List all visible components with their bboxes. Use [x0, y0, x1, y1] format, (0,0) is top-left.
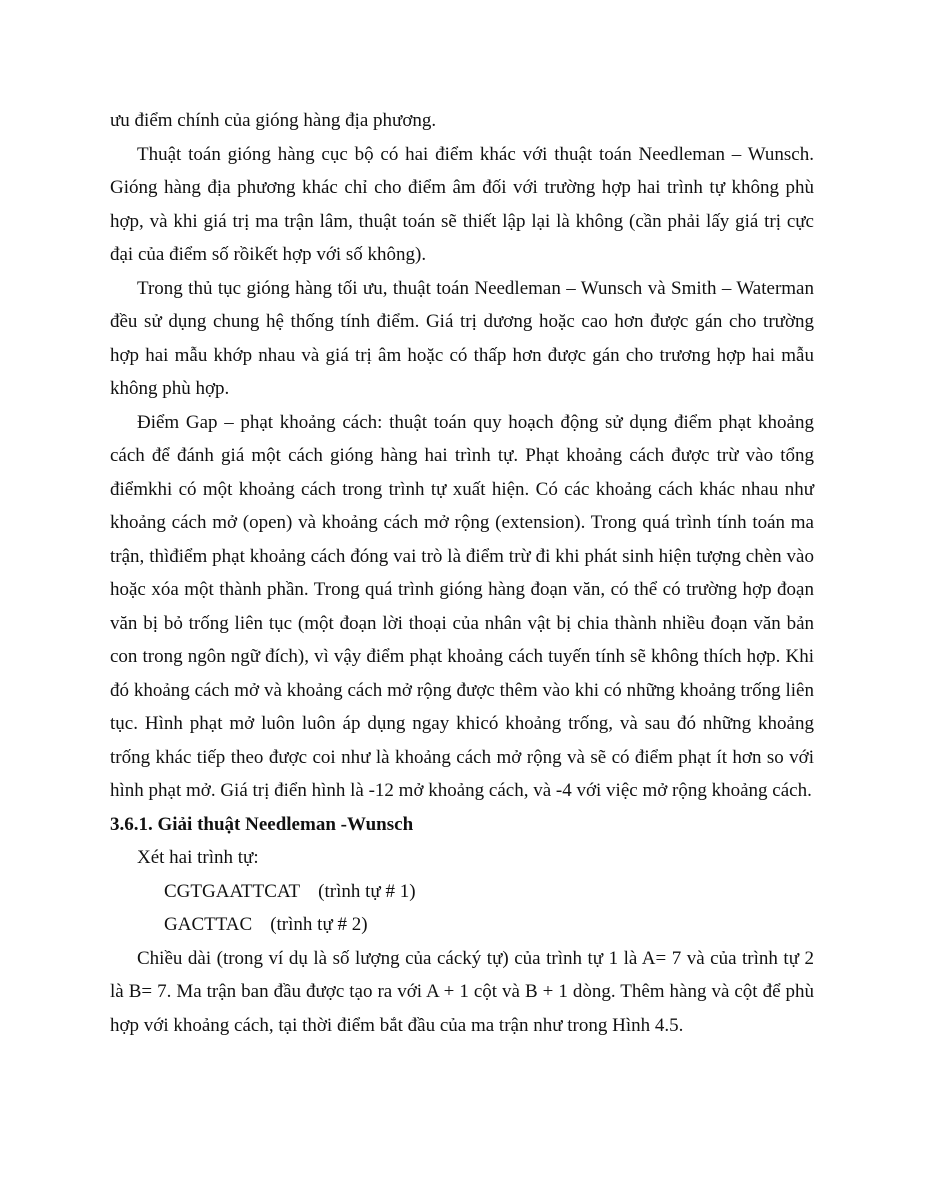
sequence-2: [110, 908, 814, 942]
page-content: [110, 104, 814, 1042]
sequence-2-value: GACTTAC: [164, 914, 253, 935]
sequence-1-label: (trình tự # 1): [318, 880, 416, 902]
paragraph-continuation: ưu điểm chính của gióng hàng địa phương.: [110, 110, 437, 131]
paragraph-scoring-system: Trong thủ tục gióng hàng tối ưu, thuật toán Needleman – Wunsch và Smith – Waterman đều sử dụng chung hệ thống tính điểm. Giá trị dương hoặc cao hơn được gán cho trường hợp hai mẫu khớp nhau và giá trị âm hoặc có thấp hơn được gán cho trương hợp hai mẫu không phù hợp.: [110, 277, 814, 399]
section-intro: Xét hai trình tự:: [137, 847, 259, 868]
section-heading: 3.6.1. Giải thuật Needleman -Wunsch: [110, 813, 414, 835]
paragraph-matrix-setup: Chiều dài (trong ví dụ là số lượng của cácký tự) của trình tự 1 là A= 7 và của trình tự 2 là B= 7. Ma trận ban đầu được tạo ra với A + 1 cột và B + 1 dòng. Thêm hàng và cột để phù hợp với khoảng cách, tại thời điểm bắt đầu của ma trận như trong Hình 4.5.: [110, 947, 814, 1036]
sequence-2-label: (trình tự # 2): [270, 914, 368, 935]
paragraph-gap-penalty: Điểm Gap – phạt khoảng cách: thuật toán quy hoạch động sử dụng điểm phạt khoảng cách để đánh giá một cách gióng hàng hai trình tự. Phạt khoảng cách được trừ vào tổng điểmkhi có một khoảng cách trong trình tự xuất hiện. Có các khoảng cách khác nhau như khoảng cách mở (open) và khoảng cách mở rộng (extension). Trong quá trình tính toán ma trận, thìđiểm phạt khoảng cách đóng vai trò là điểm trừ đi khi phát sinh hiện tượng chèn vào hoặc xóa một thành phần. Trong quá trình gióng hàng đoạn văn, có thể có trường hợp đoạn văn bị bỏ trống liên tục (một đoạn lời thoại của nhân vật bị chia thành nhiều đoạn văn bản con trong ngôn ngữ đích), vì vậy điểm phạt khoảng cách tuyến tính sẽ không thích hợp. Khi đó khoảng cách mở và khoảng cách mở rộng được thêm vào khi có những khoảng trống liên tục. Hình phạt mở luôn luôn áp dụng ngay khicó khoảng trống, và sau đó những khoảng trống khác tiếp theo được coi như là khoảng cách mở rộng và sẽ có điểm phạt ít hơn so với hình phạt mở. Giá trị điển hình là -12 mở khoảng cách, và -4 với việc mở rộng khoảng cách.: [110, 411, 814, 801]
sequence-1: [110, 875, 814, 909]
sequence-1-value: CGTGAATTCAT: [164, 880, 301, 902]
paragraph-local-alignment: Thuật toán gióng hàng cục bộ có hai điểm khác với thuật toán Needleman – Wunsch. Gióng hàng địa phương khác chỉ cho điểm âm đối với trường hợp hai trình tự không phù hợp, và khi giá trị ma trận lâm, thuật toán sẽ thiết lập lại là không (cần phải lấy giá trị cực đại của điểm số rồikết hợp với số không).: [110, 143, 814, 265]
